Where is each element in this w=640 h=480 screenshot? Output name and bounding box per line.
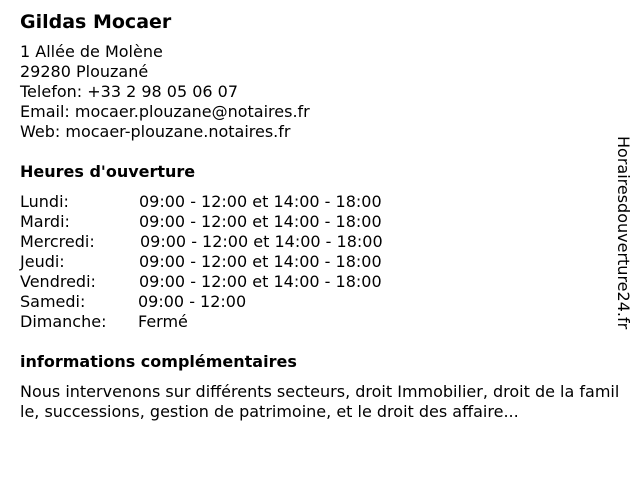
hours-time: Fermé bbox=[138, 312, 188, 331]
hours-day: Mardi: bbox=[20, 212, 70, 231]
hours-time: 09:00 - 12:00 et 14:00 - 18:00 bbox=[139, 252, 382, 271]
hours-row-sunday bbox=[20, 312, 620, 332]
hours-day: Lundi: bbox=[20, 192, 69, 211]
hours-row-tuesday bbox=[20, 212, 620, 232]
additional-info-text: Nous intervenons sur différents secteurs, droit Immobilier, droit de la famille, successions, gestion de patrimoine, et le droit des affaire... bbox=[20, 382, 620, 421]
hours-time: 09:00 - 12:00 et 14:00 - 18:00 bbox=[139, 192, 382, 211]
hours-time: 09:00 - 12:00 et 14:00 - 18:00 bbox=[139, 272, 382, 291]
hours-day: Vendredi: bbox=[20, 272, 96, 291]
hours-day: Jeudi: bbox=[20, 252, 65, 271]
business-name: Gildas Mocaer bbox=[20, 11, 172, 33]
opening-hours-table bbox=[20, 192, 620, 332]
hours-day: Samedi: bbox=[20, 292, 86, 311]
address-line-1: 1 Allée de Molène bbox=[20, 42, 163, 61]
hours-time: 09:00 - 12:00 bbox=[138, 292, 247, 311]
additional-info-heading: informations complémentaires bbox=[20, 352, 297, 371]
email-line: Email: mocaer.plouzane@notaires.fr bbox=[20, 102, 310, 121]
hours-time: 09:00 - 12:00 et 14:00 - 18:00 bbox=[140, 232, 383, 251]
phone-line: Telefon: +33 2 98 05 06 07 bbox=[20, 82, 239, 101]
business-details-card bbox=[20, 10, 620, 422]
address-line-2: 29280 Plouzané bbox=[20, 62, 149, 81]
hours-row-wednesday bbox=[20, 232, 620, 252]
hours-row-monday bbox=[20, 192, 620, 212]
hours-day: Mercredi: bbox=[20, 232, 95, 251]
hours-row-saturday bbox=[20, 292, 620, 312]
hours-day: Dimanche: bbox=[20, 312, 107, 331]
opening-hours-heading: Heures d'ouverture bbox=[20, 162, 196, 181]
site-brand-watermark: Horairesdouverture24.fr bbox=[614, 136, 633, 330]
website-line: Web: mocaer-plouzane.notaires.fr bbox=[20, 122, 291, 141]
hours-row-thursday bbox=[20, 252, 620, 272]
hours-row-friday bbox=[20, 272, 620, 292]
hours-time: 09:00 - 12:00 et 14:00 - 18:00 bbox=[139, 212, 382, 231]
